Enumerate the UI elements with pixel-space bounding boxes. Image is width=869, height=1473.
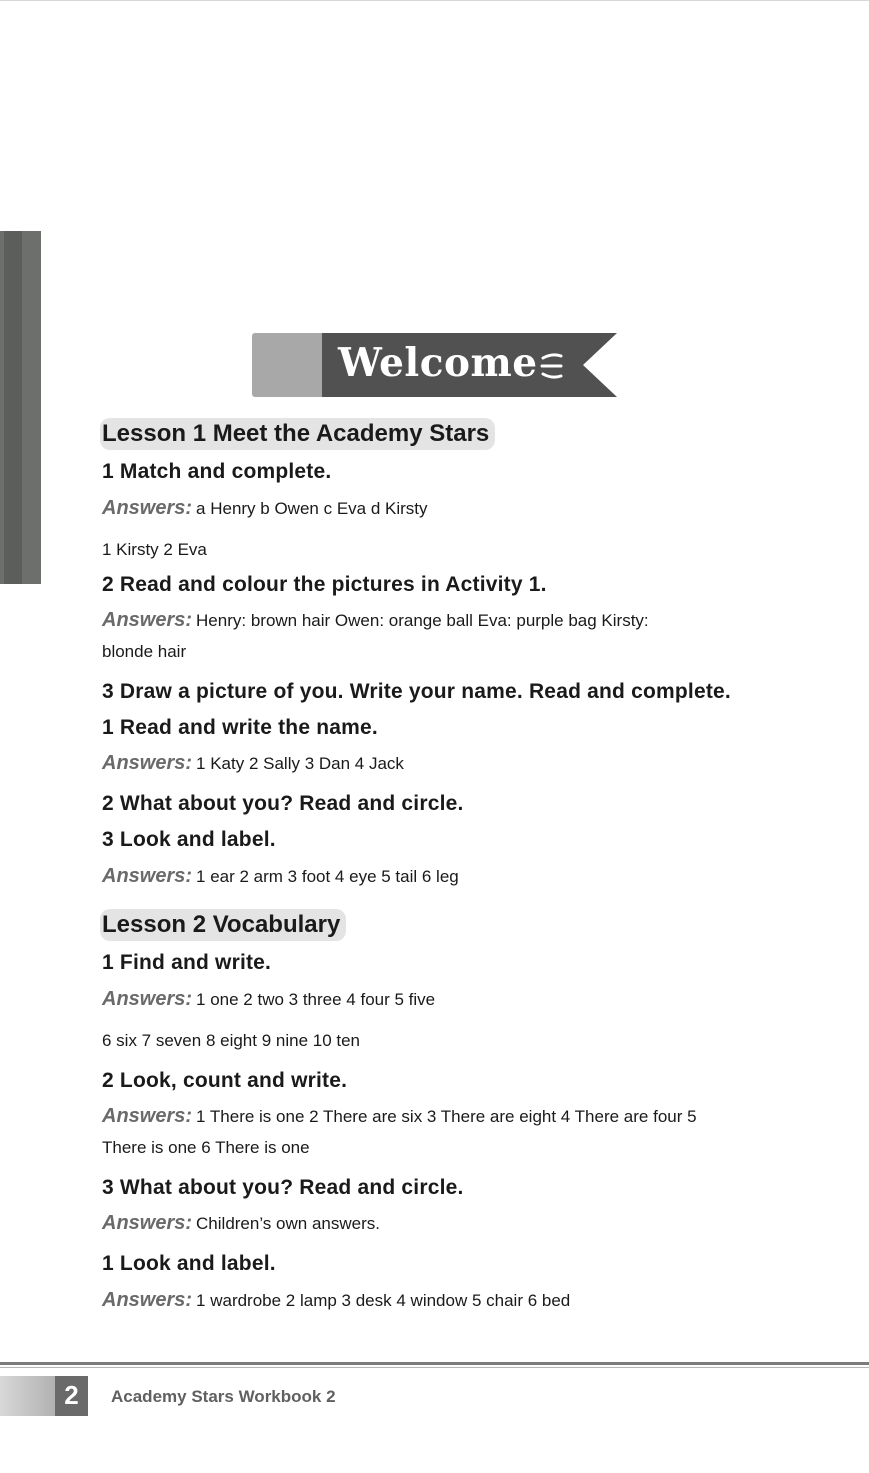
answers-label: Answers: bbox=[102, 609, 193, 631]
answer-line: Answers: 1 Katy 2 Sally 3 Dan 4 Jack bbox=[102, 752, 404, 774]
answers-label: Answers: bbox=[102, 1289, 193, 1311]
footer-rule bbox=[0, 1362, 869, 1365]
welcome-banner bbox=[252, 333, 617, 397]
side-tab bbox=[0, 231, 41, 584]
page-number: 2 bbox=[64, 1380, 79, 1410]
lesson-1-heading: Lesson 1 Meet the Academy Stars bbox=[100, 418, 495, 450]
answer-line: Answers: 1 There is one 2 There are six 3 There are eight 4 There are four 5 bbox=[102, 1105, 697, 1127]
answer-line: Answers: Henry: brown hair Owen: orange ball Eva: purple bag Kirsty: bbox=[102, 609, 649, 631]
activity-heading: 2 Read and colour the pictures in Activity 1. bbox=[102, 573, 547, 596]
activity-heading: 1 Find and write. bbox=[102, 951, 272, 974]
lesson-2-heading: Lesson 2 Vocabulary bbox=[100, 909, 346, 941]
banner-title: Welcome bbox=[338, 340, 538, 386]
activity-heading: 2 What about you? Read and circle. bbox=[102, 792, 464, 815]
footer-rule-thin bbox=[0, 1367, 869, 1368]
answer-continuation: blonde hair bbox=[102, 642, 187, 661]
answer-line: Answers: Children’s own answers. bbox=[102, 1212, 380, 1234]
activity-heading: 1 Read and write the name. bbox=[102, 716, 378, 739]
answers-label: Answers: bbox=[102, 1212, 193, 1234]
top-rule bbox=[0, 0, 869, 1]
answer-line: Answers: 1 ear 2 arm 3 foot 4 eye 5 tail 6 leg bbox=[102, 865, 459, 887]
activity-heading: 3 Draw a picture of you. Write your name. Read and complete. bbox=[102, 680, 731, 703]
star-sparkle-icon bbox=[539, 345, 569, 385]
activity-heading: 1 Match and complete. bbox=[102, 460, 332, 483]
book-title: Academy Stars Workbook 2 bbox=[111, 1387, 336, 1406]
answers-label: Answers: bbox=[102, 988, 193, 1010]
answer-continuation: 6 six 7 seven 8 eight 9 nine 10 ten bbox=[102, 1031, 361, 1050]
activity-heading: 2 Look, count and write. bbox=[102, 1069, 348, 1092]
answers-label: Answers: bbox=[102, 752, 193, 774]
answers-label: Answers: bbox=[102, 497, 193, 519]
activity-heading: 1 Look and label. bbox=[102, 1252, 276, 1275]
answer-line: Answers: a Henry b Owen c Eva d Kirsty bbox=[102, 497, 428, 519]
activity-heading: 3 Look and label. bbox=[102, 828, 276, 851]
answer-continuation: There is one 6 There is one bbox=[102, 1138, 310, 1157]
answers-label: Answers: bbox=[102, 1105, 193, 1127]
activity-heading: 3 What about you? Read and circle. bbox=[102, 1176, 464, 1199]
answer-line: Answers: 1 one 2 two 3 three 4 four 5 five bbox=[102, 988, 436, 1010]
page-number-tab bbox=[0, 1376, 88, 1416]
answer-line: Answers: 1 wardrobe 2 lamp 3 desk 4 window 5 chair 6 bed bbox=[102, 1289, 571, 1311]
answers-label: Answers: bbox=[102, 865, 193, 887]
answer-continuation: 1 Kirsty 2 Eva bbox=[102, 540, 207, 559]
